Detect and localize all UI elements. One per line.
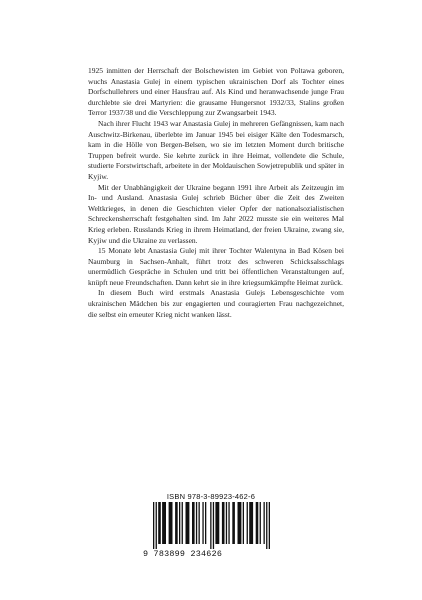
barcode-bar	[260, 502, 261, 544]
blurb-paragraph-2: Nach ihrer Flucht 1943 war Anastasia Gulej in mehreren Gefängnissen, kam nach Auschwitz-Birkenau, überlebte im Januar 1945 bei eisiger Kälte den Todesmarsch, kam in die Hölle von Bergen-Belsen, wo sie im letzten Moment durch britische Truppen befreit wurde. Sie kehrte zurück in ihre Heimat, vollendete die Schule, studierte Forstwirtschaft, arbeitete in der Moldauischen Sowjetrepublik und später in Kyjiw.	[88, 118, 344, 181]
barcode-bar	[196, 502, 197, 544]
barcode-bar	[169, 502, 173, 544]
barcode-bar	[238, 502, 242, 544]
barcode-bar	[153, 502, 154, 549]
barcode-bar	[192, 502, 195, 544]
barcode-bar	[249, 502, 253, 544]
barcode-bar	[162, 502, 166, 544]
barcode-bar	[210, 502, 211, 549]
barcode-bar	[247, 502, 248, 544]
barcode-bar	[179, 502, 180, 544]
barcode-bar	[266, 502, 267, 549]
barcode-bar	[158, 502, 161, 544]
blurb-paragraph-5: In diesem Buch wird erstmals Anastasia Gulejs Lebensgeschichte vom ukrainischen Mädchen bis zur engagierten und couragierten Frau nachgezeichnet, die selbst ein erneuter Krieg nicht wanken lässt.	[88, 288, 344, 319]
barcode-bar	[186, 502, 190, 544]
barcode-bar	[222, 502, 225, 544]
barcode-bar	[256, 502, 259, 544]
barcode-bar	[269, 502, 270, 549]
barcode-bar	[156, 502, 157, 549]
barcode-bar	[243, 502, 244, 544]
blurb-paragraph-4: 15 Monate lebt Anastasia Gulej mit ihrer Tochter Walentyna in Bad Kösen bei Naumburg in Sachsen-Anhalt, führt trotz des schweren Schicksalsschlags unermüdlich Gespräche in Schulen und tritt bei öffentlichen Veranstaltungen auf, knüpft neue Freundschaften. Dann kehrt sie in ihre kriegsumkämpfte Heimat zurück.	[88, 246, 344, 287]
barcode-bar	[205, 502, 206, 544]
barcode-bar	[182, 502, 183, 544]
barcode-bar	[232, 502, 235, 544]
isbn-label: ISBN 978-3-89923-462-6	[166, 492, 256, 501]
barcode-bar	[175, 502, 178, 544]
barcode-bar	[215, 502, 219, 544]
barcode-bar	[199, 502, 200, 544]
blurb-paragraph-1: 1925 inmitten der Herrschaft der Bolschewisten im Gebiet von Poltawa geboren, wuchs Anastasia Gulej in einem typischen ukrainischen Dorf als Tochter eines Dorfschullehrers und einer Hausfrau auf. Als Kind und heranwachsende junge Frau durchlebte sie drei Martyrien: die grausame Hungersnot 1932/33, Stalins großen Terror 1937/38 und die Verschleppung zur Zwangsarbeit 1943.	[88, 66, 344, 118]
barcode-bar	[264, 502, 265, 544]
barcode-bar	[228, 502, 229, 544]
blurb-text	[88, 66, 344, 320]
barcode-bar	[202, 502, 203, 544]
isbn-barcode	[143, 492, 279, 563]
barcode-digits: 9 783899 234626	[143, 549, 223, 559]
barcode-icon	[143, 502, 279, 550]
barcode-bar	[226, 502, 227, 544]
barcode-bar	[213, 502, 214, 549]
blurb-paragraph-3: Mit der Unabhängigkeit der Ukraine begann 1991 ihre Arbeit als Zeitzeugin im In- und Ausland. Anastasia Gulej schrieb Bücher über die Zeit des Zweiten Weltkrieges, in denen die Geschichten vieler Opfer der nationalsozialistischen Schreckensherrschaft festgehalten sind. Im Jahr 2022 musste sie ein weiteres Mal Krieg erleben. Russlands Krieg in ihrem Heimatland, der freien Ukraine, zwang sie, Kyjiw und die Ukraine zu verlassen.	[88, 182, 344, 245]
